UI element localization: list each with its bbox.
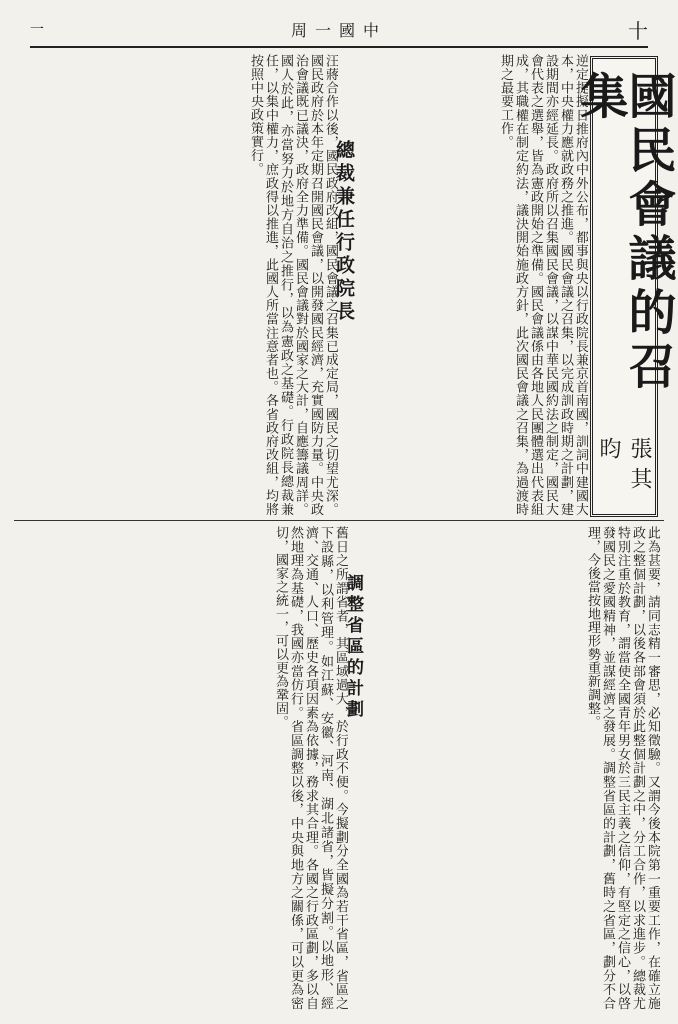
subhead: 總裁兼任行政院長 bbox=[334, 140, 358, 400]
subhead-2: 調整省區的計劃 bbox=[344, 574, 366, 724]
lower-section bbox=[14, 524, 664, 1014]
text-column-a: 逆定提擬日推府內中外公布，都事與央以行政院長兼京首南國，訓詞中建國大本，中央權力應就政務之推進。國民會議之召集，以完成訓政時期之計劃，建設期間亦經延長。政府所以召集國民會議，以謀中華民國約法之制定，國民大會代表之選舉，皆為憲政開始之準備。國民會議係由各地人民團體選出代表組成，其職權在制定約法，議決開始施政方針，此次國民會議之召集，為過渡時期之最要工作。 bbox=[498, 54, 588, 516]
text-column-b: 汪蔣合作以後，國民政府改組，國民會議之召集已成定局，國民之切望尤深。國民政府於本年定期召開國民會議，以開發國民經濟，充實國防力量。中央政治會議既已議決，政府全力準備。國民會議對於國家之大計，自應籌議周詳。國人於此，亦當努力於地方自治之推行，以為憲政之基礎。行政院長總裁兼任，以集中權力，庶政得以推進，此國人所當注意者也。各省政府改組，均將按照中央政策實行。 bbox=[248, 54, 338, 516]
page-header bbox=[30, 12, 648, 48]
text-column-d: 舊日之所謂省者，其區域過大，於行政不便。今擬劃分全國為若干省區，省區之下設縣，以利管理。如江蘇、安徽、河南、湖北諸省，皆擬分割。以地形、經濟、交通、人口、歷史各項因素為依據，務求其合理。各國之行政區劃，多以自然地理為基礎，我國亦當仿行。省區調整以後，中央與地方之關係，可以更為密切，國家之統一，可以更為鞏固。 bbox=[273, 526, 348, 1010]
upper-section bbox=[14, 50, 676, 521]
issue-mark: 一 bbox=[30, 22, 44, 38]
journal-title: 周一國中 bbox=[290, 20, 387, 40]
text-column-c: 此為甚要，請同志精一審思，必知徵驗。又謂今後本院第一重要工作，在確立施政之整個計劃，以後各部會須於此整個計劃之中，分工合作，以求進步。總裁尤特別注重於教育，謂當使全國青年男女於三民主義之信仰，有堅定之信心，以啓發國民之愛國精神，並謀經濟之發展。調整省區的計劃，舊時之省區，劃分不合理，今後當按地理形勢重新調整。 bbox=[585, 526, 660, 1010]
article-title: 國民會議的召集 bbox=[572, 71, 676, 395]
page-number: 十 bbox=[628, 18, 648, 43]
article-author: 張其昀 bbox=[596, 436, 652, 497]
title-box bbox=[572, 56, 676, 517]
